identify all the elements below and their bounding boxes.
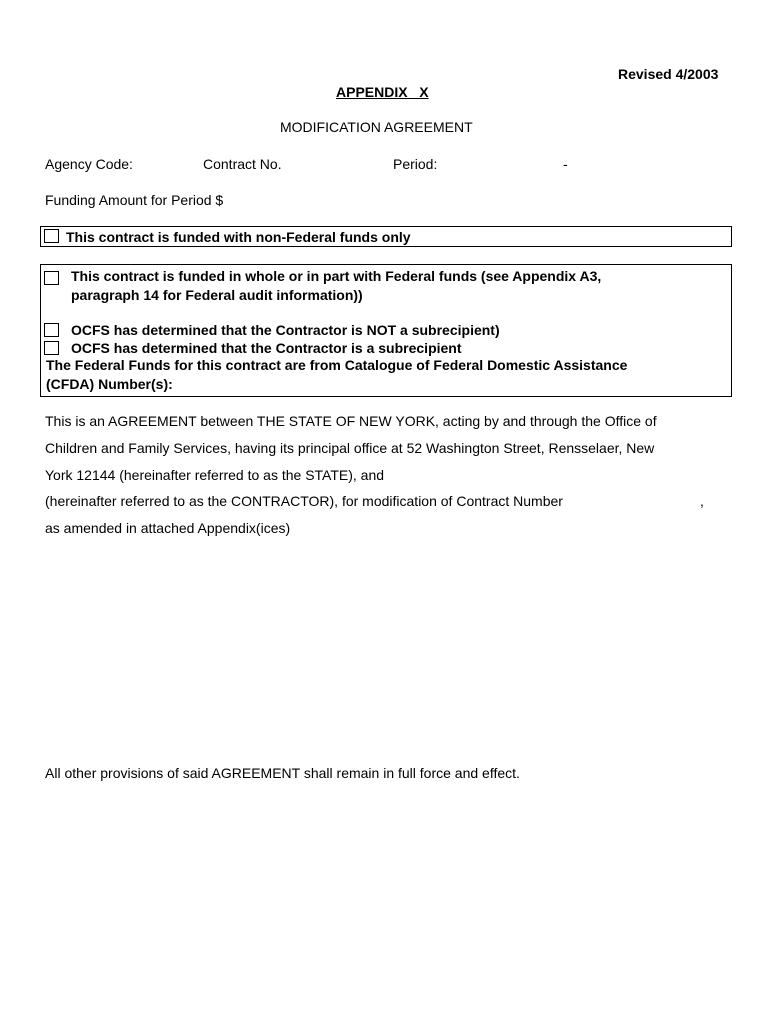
agreement-line-2: Children and Family Services, having its principal office at 52 Washington Street, Rensselaer, New — [45, 440, 655, 456]
not-subrecipient-checkbox[interactable] — [44, 323, 59, 337]
period-dash: - — [563, 156, 568, 172]
appendix-heading: APPENDIX X — [336, 84, 429, 100]
agreement-line-4-comma: , — [700, 493, 704, 509]
not-subrecipient-label: OCFS has determined that the Contractor is NOT a subrecipient) — [71, 322, 500, 338]
cfda-line2: (CFDA) Number(s): — [46, 376, 173, 392]
federal-label-line1: This contract is funded in whole or in part with Federal funds (see Appendix A3, — [71, 268, 602, 284]
non-federal-box — [40, 226, 732, 247]
agency-code-label: Agency Code: — [45, 156, 133, 172]
non-federal-checkbox[interactable] — [44, 229, 59, 243]
agreement-line-5: as amended in attached Appendix(ices) — [45, 520, 291, 536]
agreement-line-4: (hereinafter referred to as the CONTRACTOR), for modification of Contract Number — [45, 493, 563, 509]
revised-date: Revised 4/2003 — [618, 66, 719, 82]
subrecipient-checkbox[interactable] — [44, 341, 59, 355]
period-label: Period: — [393, 156, 438, 172]
agreement-line-1: This is an AGREEMENT between THE STATE OF NEW YORK, acting by and through the Office of — [45, 413, 657, 429]
cfda-line1: The Federal Funds for this contract are from Catalogue of Federal Domestic Assistance — [46, 357, 628, 373]
contract-no-label: Contract No. — [203, 156, 282, 172]
funding-amount-label: Funding Amount for Period $ — [45, 192, 224, 208]
closing-statement: All other provisions of said AGREEMENT shall remain in full force and effect. — [45, 765, 520, 781]
subrecipient-label: OCFS has determined that the Contractor is a subrecipient — [71, 340, 462, 356]
federal-box — [40, 264, 732, 397]
federal-checkbox[interactable] — [44, 271, 59, 285]
non-federal-label: This contract is funded with non-Federal funds only — [66, 229, 411, 245]
federal-label-line2: paragraph 14 for Federal audit information)) — [71, 287, 363, 303]
agreement-line-3: York 12144 (hereinafter referred to as the STATE), and — [45, 467, 385, 483]
document-title: MODIFICATION AGREEMENT — [280, 119, 473, 135]
